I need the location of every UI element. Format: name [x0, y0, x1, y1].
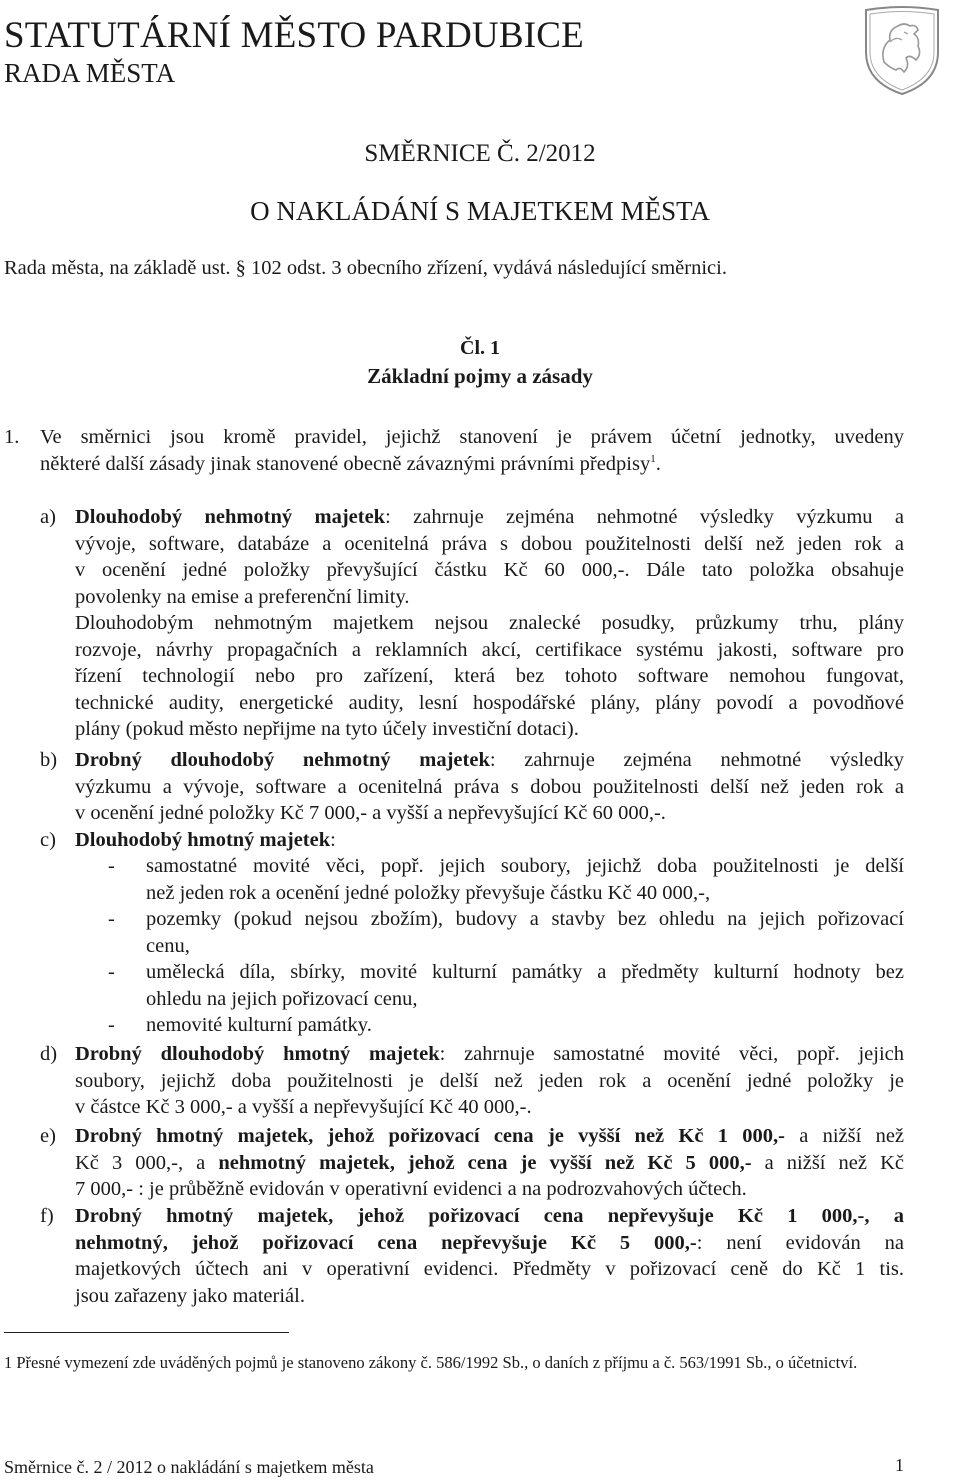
item-line: Dlouhodobým nehmotným majetkem nejsou znalecké posudky, průzkumy trhu, plány: [75, 612, 904, 634]
item-f: [75, 1203, 904, 1309]
item-line: než jeden rok a ocenění jedné položky převyšuje částku Kč 40 000,-,: [146, 881, 711, 904]
footnote-text: Přesné vymezení zde uváděných pojmů je stanoveno zákony č. 586/1992 Sb., o daních z příjmu a č. 563/1991 Sb., o účetnictví.: [16, 1353, 858, 1372]
term: Drobný dlouhodobý nehmotný majetek: [75, 749, 490, 771]
footnote-number: 1: [4, 1353, 13, 1372]
footnote: [4, 1351, 904, 1374]
directive-number: SMĚRNICE Č. 2/2012: [364, 140, 596, 167]
term: Drobný hmotný majetek, jehož pořizovací cena nepřevyšuje Kč 1 000,-, a: [75, 1205, 904, 1227]
item-line: v ocenění jedné položky převyšující částku Kč 60 000,-. Dále tato položka obsahuje: [75, 559, 904, 581]
item-line: cenu,: [146, 934, 190, 957]
item-line: pozemky (pokud nejsou zbožím), budovy a stavby bez ohledu na jejich pořizovací: [146, 908, 904, 930]
item-line: jsou zařazeny jako materiál.: [75, 1284, 305, 1307]
council-name: RADA MĚSTA: [4, 58, 176, 88]
item-line: Dlouhodobý nehmotný majetek: zahrnuje zejména nehmotné výsledky výzkumu a: [75, 506, 904, 528]
item-line: nehmotný, jehož pořizovací cena nepřevyšuje Kč 5 000,-: není evidován na: [75, 1231, 904, 1254]
sub-item: [146, 959, 904, 1012]
directive-title: O NAKLÁDÁNÍ S MAJETKEM MĚSTA: [250, 196, 710, 226]
sub-item: [146, 906, 904, 959]
page-number: 1: [895, 1455, 904, 1475]
sub-item: [146, 853, 904, 906]
item-line: samostatné movité věci, popř. jejich soubory, jejichž doba použitelnosti je delší: [146, 855, 904, 877]
footnote-divider: [4, 1332, 289, 1333]
city-name: STATUTÁRNÍ MĚSTO PARDUBICE: [4, 15, 584, 56]
item-line: umělecká díla, sbírky, movité kulturní památky a předměty kulturní hodnoty bez: [146, 961, 904, 983]
city-coat-of-arms-icon: [860, 4, 944, 98]
paragraph-line: některé další zásady jinak stanovené obecně závaznými právními předpisy$^1$.: [40, 452, 661, 475]
item-d: [75, 1041, 904, 1121]
item-label: f): [40, 1205, 54, 1227]
item-line: [75, 1203, 904, 1230]
article-heading: Základní pojmy a zásady: [367, 364, 593, 388]
item-line: Kč 3 000,-, a nehmotný majetek, jehož cena je vyšší než Kč 5 000,- a nižší než Kč: [75, 1151, 904, 1174]
item-line: ohledu na jejich pořizovací cenu,: [146, 987, 418, 1010]
term: Drobný hmotný majetek, jehož pořizovací cena je vyšší než Kč 1 000,-: [75, 1125, 785, 1147]
item-line: soubory, jejichž doba použitelnosti je delší než jeden rok a ocenění jedné položky je: [75, 1069, 904, 1092]
item-line: Dlouhodobý hmotný majetek:: [75, 829, 336, 851]
dash: -: [108, 908, 115, 930]
term: Dlouhodobý hmotný majetek: [75, 829, 331, 851]
item-label: c): [40, 829, 56, 851]
paragraph-number: 1.: [4, 426, 20, 448]
item-line: majetkových účtech ani v operativní evidenci. Předměty v pořizovací ceně do Kč 1 tis.: [75, 1258, 904, 1280]
item-line: povolenky na emise a preferenční limity.: [75, 585, 410, 608]
item-line: Drobný hmotný majetek, jehož pořizovací cena je vyšší než Kč 1 000,- a nižší než: [75, 1125, 905, 1147]
term: Drobný dlouhodobý hmotný majetek: [75, 1043, 440, 1065]
item-line: vývoje, software, databáze a ocenitelná práva s dobou použitelnosti delší než jeden rok a: [75, 532, 904, 555]
item-line: nemovité kulturní památky.: [146, 1014, 372, 1036]
item-line: Drobný dlouhodobý hmotný majetek: zahrnuje samostatné movité věci, popř. jejich: [75, 1043, 905, 1065]
footnote-ref: 1: [650, 452, 656, 465]
item-line: plány (pokud město nepřijme na tyto účely investiční dotaci).: [75, 718, 579, 740]
item-a: [75, 504, 904, 743]
dash: -: [108, 1014, 115, 1036]
item-line: technické audity, energetické audity, lesní hospodářské plány, plány povodí a povodňové: [75, 691, 904, 714]
item-line: 7 000,- : je průběžně evidován v operativní evidenci a na podrozvahových účtech.: [75, 1178, 747, 1200]
item-line: řízení technologií nebo pro zařízení, která bez tohoto software nemohou fungovat,: [75, 665, 904, 687]
paragraph-line: Ve směrnici jsou kromě pravidel, jejichž stanovení je právem účetní jednotky, uvedeny: [40, 426, 904, 448]
item-line: v částce Kč 3 000,- a vyšší a nepřevyšující Kč 40 000,-.: [75, 1096, 532, 1118]
item-e: [75, 1123, 904, 1203]
item-b: [75, 747, 904, 827]
article-number: Čl. 1: [460, 337, 500, 359]
term: nehmotný majetek, jehož cena je vyšší než Kč 5 000,-: [218, 1151, 752, 1174]
item-label: d): [40, 1043, 58, 1065]
term: nehmotný, jehož pořizovací cena nepřevyšuje Kč 5 000,-: [75, 1231, 697, 1254]
item-label: e): [40, 1125, 56, 1147]
paragraph-1: [40, 424, 904, 477]
item-line: rozvoje, návrhy propagačních a reklamních akcí, certifikace systému jakosti, software pro: [75, 638, 904, 661]
intro-text: Rada města, na základě ust. § 102 odst. 3 obecního zřízení, vydává následující směrnici.: [4, 257, 727, 279]
dash: -: [108, 961, 115, 983]
item-line: výzkumu a vývoje, software a ocenitelná práva s dobou použitelnosti delší než jeden rok a: [75, 775, 904, 798]
dash: -: [108, 855, 115, 877]
page-footer: Směrnice č. 2 / 2012 o nakládání s majetkem města: [4, 1457, 374, 1477]
term: Dlouhodobý nehmotný majetek: [75, 506, 386, 528]
item-c: [75, 827, 336, 854]
item-label: b): [40, 749, 58, 771]
sub-item: [146, 1012, 372, 1039]
item-label: a): [40, 506, 56, 528]
item-line: v ocenění jedné položky Kč 7 000,- a vyšší a nepřevyšující Kč 60 000,-.: [75, 802, 666, 824]
item-line: Drobný dlouhodobý nehmotný majetek: zahrnuje zejména nehmotné výsledky: [75, 749, 904, 771]
